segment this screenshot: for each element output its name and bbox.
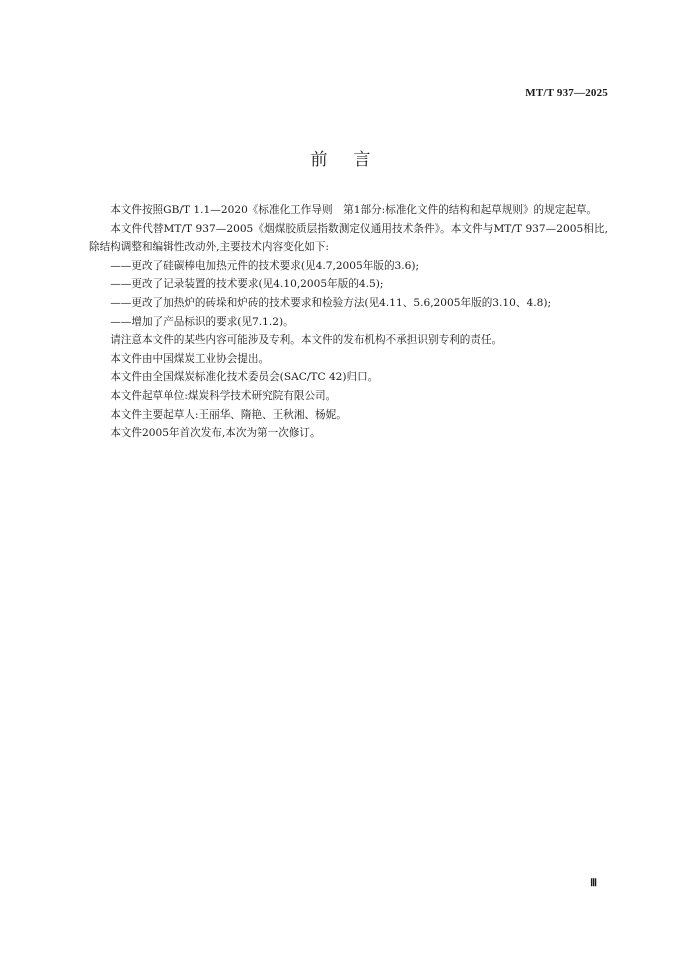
foreword-body <box>89 201 608 443</box>
paragraph-replacement: 本文件代替MT/T 937—2005《烟煤胶质层指数测定仪通用技术条件》。本文件与MT/T 937—2005相比,除结构调整和编辑性改动外,主要技术内容变化如下: <box>89 222 608 254</box>
paragraph-patent-notice: 请注意本文件的某些内容可能涉及专利。本文件的发布机构不承担识别专利的责任。 <box>110 334 503 347</box>
change-item: ——更改了加热炉的砖垛和炉砖的技术要求和检验方法(见4.11、5.6,2005年版的3.10、4.8); <box>110 296 552 309</box>
paragraph-history: 本文件2005年首次发布,本次为第一次修订。 <box>110 427 321 440</box>
change-item: ——更改了硅碳棒电加热元件的技术要求(见4.7,2005年版的3.6); <box>110 259 420 272</box>
paragraph-drafters: 本文件主要起草人:王丽华、隋艳、王秋湘、杨妮。 <box>110 408 347 421</box>
document-code: MT/T 937—2025 <box>525 87 608 99</box>
page-number: Ⅲ <box>590 878 597 889</box>
paragraph-committee: 本文件由全国煤炭标准化技术委员会(SAC/TC 42)归口。 <box>110 371 379 384</box>
change-item: ——增加了产品标识的要求(见7.1.2)。 <box>110 315 294 328</box>
paragraph-proposer: 本文件由中国煤炭工业协会提出。 <box>110 352 270 365</box>
page-title: 前言 <box>310 150 397 170</box>
paragraph-drafting-rules: 本文件按照GB/T 1.1—2020《标准化工作导则 第1部分:标准化文件的结构和起草规则》的规定起草。 <box>110 204 598 216</box>
change-item: ——更改了记录装置的技术要求(见4.10,2005年版的4.5); <box>110 278 384 291</box>
paragraph-drafting-unit: 本文件起草单位:煤炭科学技术研究院有限公司。 <box>110 389 337 402</box>
